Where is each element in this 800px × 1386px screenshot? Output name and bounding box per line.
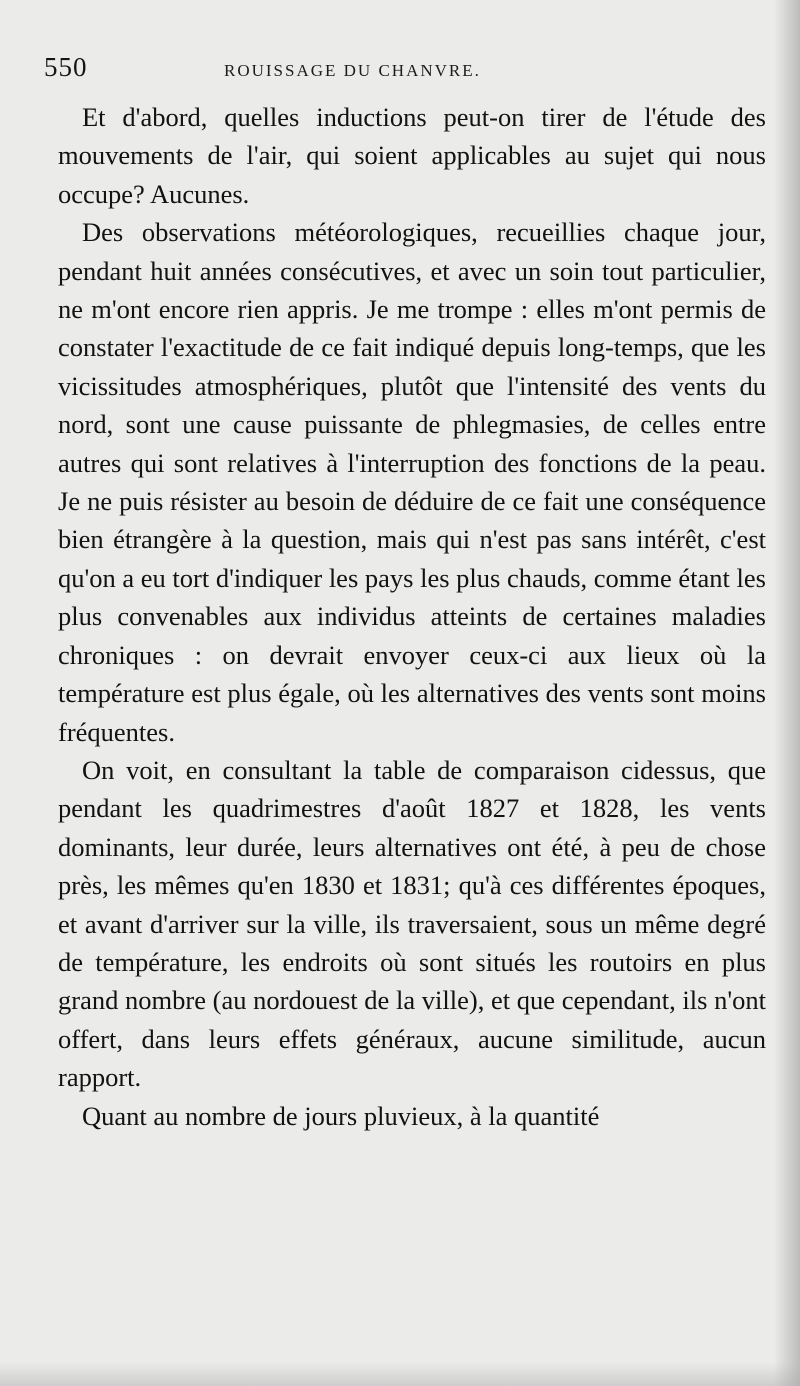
page-edge-shadow <box>774 0 800 1386</box>
running-head: ROUISSAGE DU CHANVRE. <box>224 61 481 80</box>
paragraph-1: Et d'abord, quelles inductions peut-on tirer de l'étude des mouvements de l'air, qui soient applicables au sujet qui nous occupe? Aucunes. <box>58 102 766 209</box>
paragraph-3: On voit, en consultant la table de comparaison cidessus, que pendant les quadrimestres d'août 1827 et 1828, les vents dominants, leur durée, leurs alternatives ont été, à peu de chose près, les mêmes qu'en 1830 et 1831; qu'à ces différentes époques, et avant d'arriver sur la ville, ils traversaient, sous un même degré de température, les endroits où sont situés les routoirs en plus grand nombre (au nordouest de la ville), et que cependant, ils n'ont offert, dans leurs effets généraux, aucune similitude, aucun rapport. <box>58 754 766 1093</box>
page-header <box>44 44 754 84</box>
paragraph-2: Des observations météorologiques, recueillies chaque jour, pendant huit années consécutives, et avec un soin tout particulier, ne m'ont encore rien appris. Je me trompe : elles m'ont permis de constater l'exactitude de ce fait indiqué depuis long-temps, que les vicissitudes atmosphériques, plutôt que l'intensité des vents du nord, sont une cause puissante de phlegmasies, de celles entre autres qui sont relatives à l'interruption des fonctions de la peau. Je ne puis résister au besoin de déduire de ce fait une conséquence bien étrangère à la question, mais qui n'est pas sans intérêt, c'est qu'on a eu tort d'indiquer les pays les plus chauds, comme étant les plus convenables aux individus atteints de certaines maladies chroniques : on devrait envoyer ceux-ci aux lieux où la température est plus égale, où les alternatives des vents sont moins fréquentes. <box>58 217 766 747</box>
body-text <box>58 98 766 1135</box>
page-bottom-shadow <box>0 1362 800 1386</box>
page-number: 550 <box>44 52 88 82</box>
paragraph-4: Quant au nombre de jours pluvieux, à la quantité <box>82 1100 600 1131</box>
